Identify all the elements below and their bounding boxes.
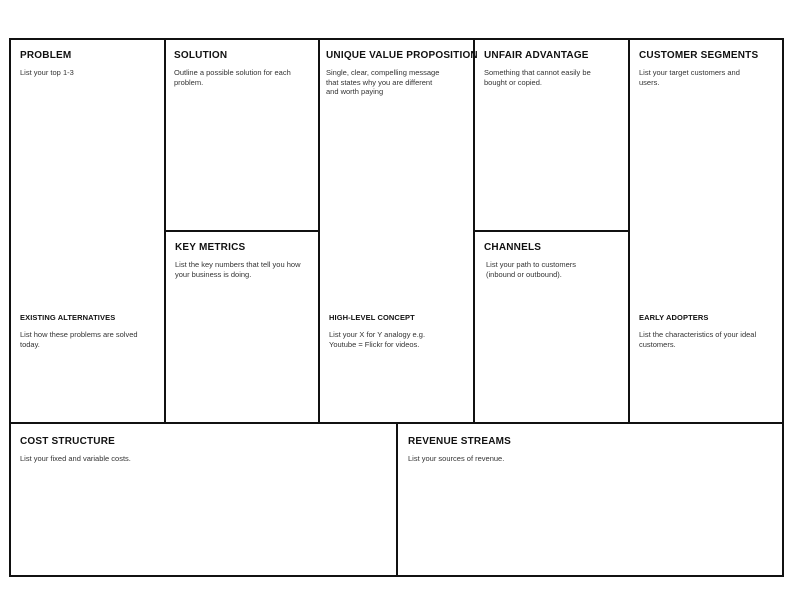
- channels-box: [473, 230, 630, 424]
- channels-description: List your path to customers (inbound or outbound).: [486, 260, 577, 279]
- problem-title: PROBLEM: [20, 50, 72, 61]
- existing-alternatives-title: EXISTING ALTERNATIVES: [20, 313, 116, 322]
- customer-segments-box: [628, 38, 784, 424]
- early-adopters-title: EARLY ADOPTERS: [639, 313, 709, 322]
- unique-value-proposition-box: [318, 38, 478, 424]
- high-level-concept-title: HIGH-LEVEL CONCEPT: [329, 313, 415, 322]
- problem-box: [9, 38, 166, 424]
- problem-description: List your top 1-3: [20, 68, 74, 77]
- unfair-advantage-box: [473, 38, 630, 232]
- solution-description: Outline a possible solution for each problem.: [174, 68, 291, 87]
- cost-structure-title: COST STRUCTURE: [20, 436, 116, 447]
- revenue-streams-description: List your sources of revenue.: [408, 454, 505, 463]
- revenue-streams-title: REVENUE STREAMS: [408, 436, 512, 447]
- solution-box: [164, 38, 320, 232]
- channels-title: CHANNELS: [484, 242, 542, 253]
- uvp-title: UNIQUE VALUE PROPOSITION: [326, 50, 478, 61]
- cost-structure-box: [9, 422, 398, 577]
- revenue-streams-box: [396, 422, 784, 577]
- key-metrics-title: KEY METRICS: [175, 242, 246, 253]
- high-level-concept-description: List your X for Y analogy e.g. Youtube = Flickr for videos.: [329, 330, 426, 349]
- uvp-description: Single, clear, compelling message that states why you are different and worth paying: [326, 68, 440, 96]
- key-metrics-box: [164, 230, 320, 424]
- customer-segments-description: List your target customers and users.: [639, 68, 740, 87]
- solution-title: SOLUTION: [174, 50, 228, 61]
- unfair-advantage-description: Something that cannot easily be bought or copied.: [484, 68, 591, 87]
- unfair-advantage-title: UNFAIR ADVANTAGE: [484, 50, 589, 61]
- key-metrics-description: List the key numbers that tell you how your business is doing.: [175, 260, 301, 279]
- customer-segments-title: CUSTOMER SEGMENTS: [639, 50, 759, 61]
- existing-alternatives-description: List how these problems are solved today.: [20, 330, 138, 349]
- early-adopters-description: List the characteristics of your ideal customers.: [639, 330, 757, 349]
- cost-structure-description: List your fixed and variable costs.: [20, 454, 131, 463]
